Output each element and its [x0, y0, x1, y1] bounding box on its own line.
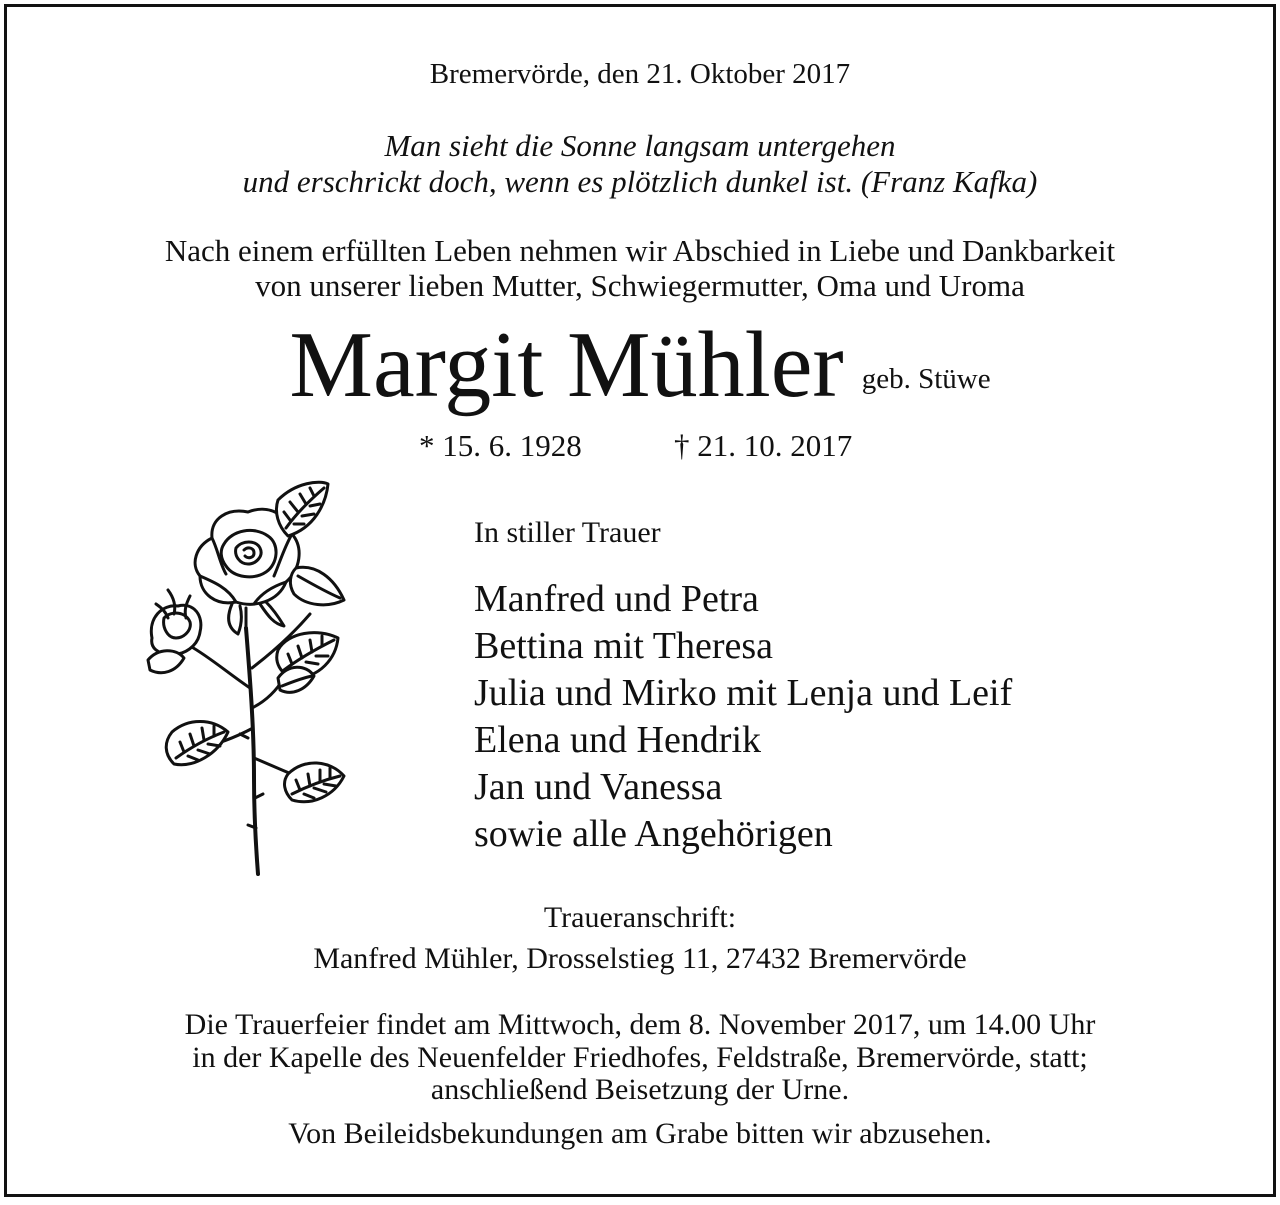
- service-line-2: in der Kapelle des Neuenfelder Friedhofes, Feldstraße, Bremervörde, statt;: [192, 1041, 1088, 1074]
- service-line-1: Die Trauerfeier findet am Mittwoch, dem 8. November 2017, um 14.00 Uhr: [184, 1008, 1096, 1041]
- mourner-line: Jan und Vanessa: [474, 766, 723, 808]
- intro-line-2: von unserer lieben Mutter, Schwiegermutter, Oma und Uroma: [255, 268, 1025, 303]
- address-value: Manfred Mühler, Drosselstieg 11, 27432 Bremervörde: [313, 942, 967, 975]
- place-date: Bremervörde, den 21. Oktober 2017: [429, 58, 851, 90]
- service-line-3: anschließend Beisetzung der Urne.: [430, 1073, 850, 1106]
- quote-line-1: Man sieht die Sonne langsam untergehen: [384, 128, 896, 163]
- mourners-lead: In stiller Trauer: [474, 516, 661, 549]
- mourner-line: Elena und Hendrik: [474, 719, 762, 761]
- quote-line-2: und erschrickt doch, wenn es plötzlich dunkel ist. (Franz Kafka): [242, 164, 1038, 199]
- mourner-line: Manfred und Petra: [474, 578, 759, 620]
- maiden-name: geb. Stüwe: [861, 363, 991, 395]
- mourner-line: Bettina mit Theresa: [474, 625, 773, 667]
- condolence-note: Von Beileidsbekundungen am Grabe bitten wir abzusehen.: [288, 1117, 992, 1150]
- mourner-line: sowie alle Angehörigen: [474, 813, 833, 855]
- death-date: † 21. 10. 2017: [674, 428, 853, 463]
- mourner-line: Julia und Mirko mit Lenja und Leif: [474, 672, 1013, 714]
- mourners-block: [474, 512, 1012, 858]
- name-row: [0, 310, 1280, 420]
- rose-illustration-icon: [128, 478, 358, 878]
- deceased-name: Margit Mühler: [289, 313, 844, 417]
- birth-date: * 15. 6. 1928: [419, 428, 582, 463]
- address-label: Traueranschrift:: [543, 901, 737, 934]
- intro-line-1: Nach einem erfüllten Leben nehmen wir Abschied in Liebe und Dankbarkeit: [164, 233, 1116, 268]
